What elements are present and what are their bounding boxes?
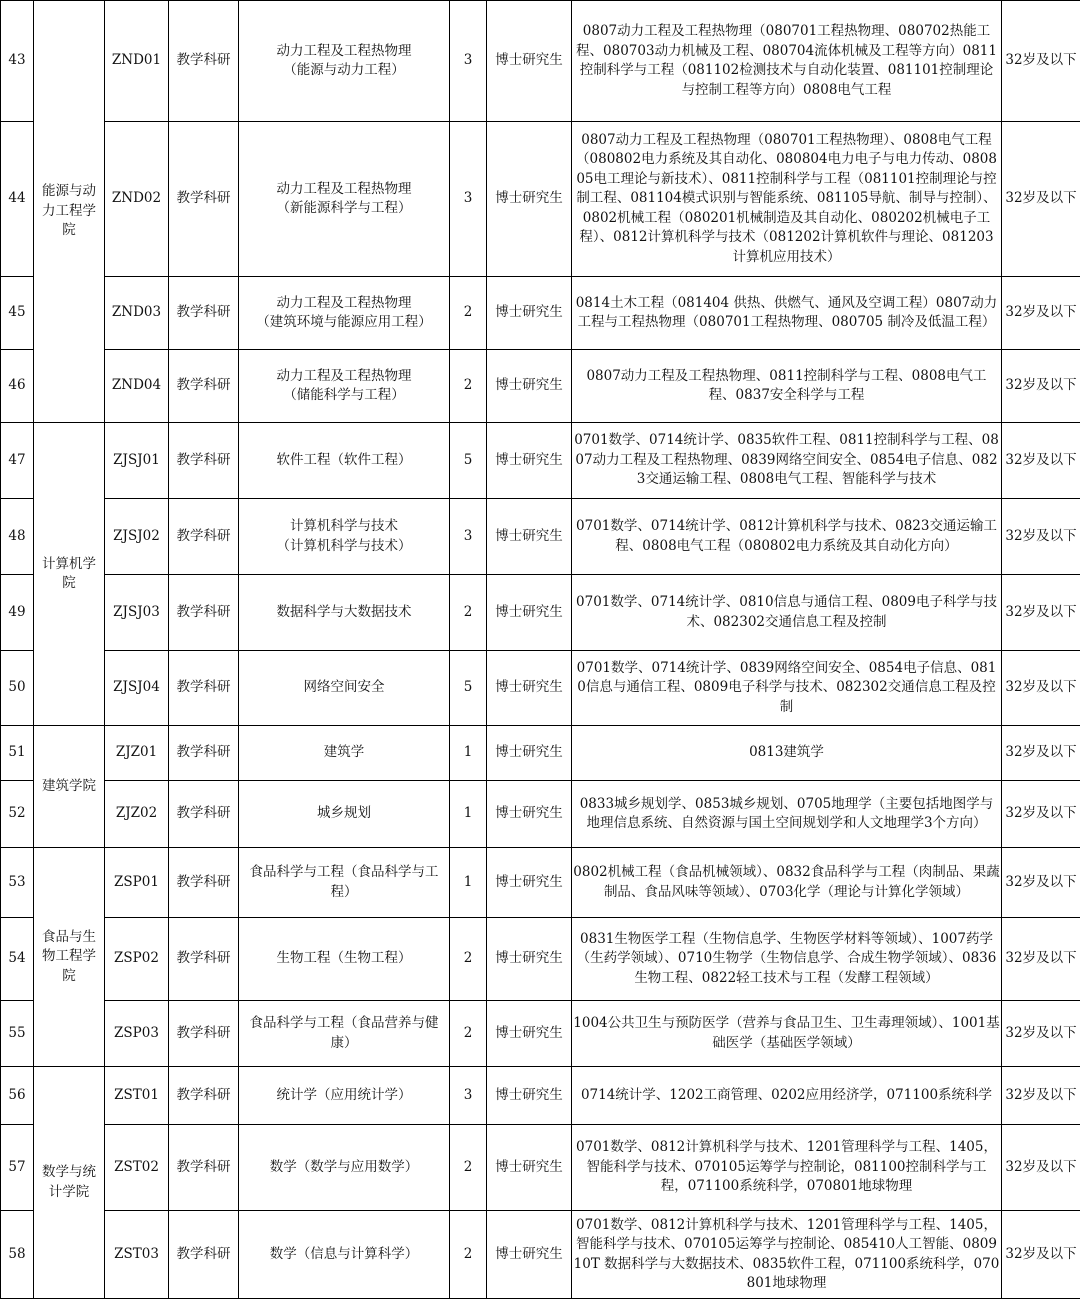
position-type: 教学科研 (169, 726, 239, 781)
major-requirement: 1004公共卫生与预防医学（营养与食品卫生、卫生毒理领域）、1001基础医学（基础医学领域） (572, 1001, 1002, 1067)
position-code: ZST03 (105, 1211, 169, 1299)
discipline-line: （建筑环境与能源应用工程） (256, 314, 432, 330)
position-type: 教学科研 (169, 781, 239, 848)
position-type: 教学科研 (169, 918, 239, 1001)
position-code: ZJZ02 (105, 781, 169, 848)
discipline-cell (239, 423, 450, 499)
discipline-line: 计算机科学与技术 (290, 518, 398, 534)
table-row (1, 575, 1080, 651)
major-requirement: 0701数学、0714统计学、0839网络空间安全、0854电子信息、0810信息与通信工程、0809电子科学与技术、082302交通信息工程及控制 (572, 651, 1002, 726)
position-type: 教学科研 (169, 1, 239, 122)
age-requirement: 32岁及以下 (1002, 1211, 1080, 1299)
position-type: 教学科研 (169, 1067, 239, 1125)
discipline-cell (239, 651, 450, 726)
position-type: 教学科研 (169, 277, 239, 350)
discipline-line: 动力工程及工程热物理 (277, 368, 412, 384)
position-type: 教学科研 (169, 122, 239, 277)
position-code: ZJZ01 (105, 726, 169, 781)
discipline-line: 动力工程及工程热物理 (277, 181, 412, 197)
education-requirement: 博士研究生 (487, 1067, 572, 1125)
position-code: ZND02 (105, 122, 169, 277)
position-type: 教学科研 (169, 651, 239, 726)
position-code: ZSP03 (105, 1001, 169, 1067)
education-requirement: 博士研究生 (487, 277, 572, 350)
position-code: ZJSJ04 (105, 651, 169, 726)
position-code: ZST01 (105, 1067, 169, 1125)
age-requirement: 32岁及以下 (1002, 350, 1080, 423)
discipline-line: 食品科学与工程（食品营养与健康） (250, 1015, 439, 1051)
major-requirement: 0701数学、0714统计学、0810信息与通信工程、0809电子科学与技术、082302交通信息工程及控制 (572, 575, 1002, 651)
education-requirement: 博士研究生 (487, 1, 572, 122)
headcount: 1 (450, 781, 487, 848)
position-type: 教学科研 (169, 848, 239, 918)
headcount: 3 (450, 1067, 487, 1125)
headcount: 3 (450, 122, 487, 277)
discipline-cell (239, 781, 450, 848)
college-cell: 能源与动力工程学院 (34, 1, 105, 423)
education-requirement: 博士研究生 (487, 423, 572, 499)
headcount: 2 (450, 1001, 487, 1067)
row-number: 51 (1, 726, 34, 781)
position-type: 教学科研 (169, 1125, 239, 1211)
position-code: ZSP01 (105, 848, 169, 918)
headcount: 3 (450, 499, 487, 575)
discipline-line: 数学（信息与计算科学） (270, 1246, 419, 1262)
major-requirement: 0813建筑学 (572, 726, 1002, 781)
row-number: 56 (1, 1067, 34, 1125)
major-requirement: 0807动力工程及工程热物理、0811控制科学与工程、0808电气工程、0837安全科学与工程 (572, 350, 1002, 423)
row-number: 43 (1, 1, 34, 122)
discipline-cell (239, 1001, 450, 1067)
education-requirement: 博士研究生 (487, 499, 572, 575)
position-type: 教学科研 (169, 1001, 239, 1067)
major-requirement: 0701数学、0812计算机科学与技术、1201管理科学与工程、1405，智能科学与技术、070105运筹学与控制论、085410人工智能、080910T 数据科学与大数据技术、0835软件工程，071100系统科学，070801地球物理 (572, 1211, 1002, 1299)
table-row (1, 499, 1080, 575)
education-requirement: 博士研究生 (487, 781, 572, 848)
headcount: 5 (450, 423, 487, 499)
age-requirement: 32岁及以下 (1002, 1067, 1080, 1125)
age-requirement: 32岁及以下 (1002, 781, 1080, 848)
major-requirement: 0802机械工程（食品机械领域）、0832食品科学与工程（肉制品、果蔬制品、食品风味等领域）、0703化学（理论与计算化学领域） (572, 848, 1002, 918)
position-code: ZJSJ01 (105, 423, 169, 499)
discipline-cell (239, 848, 450, 918)
discipline-cell (239, 1067, 450, 1125)
position-type: 教学科研 (169, 499, 239, 575)
position-type: 教学科研 (169, 1211, 239, 1299)
row-number: 47 (1, 423, 34, 499)
discipline-line: 食品科学与工程（食品科学与工程） (250, 864, 439, 900)
table-row (1, 781, 1080, 848)
age-requirement: 32岁及以下 (1002, 277, 1080, 350)
age-requirement: 32岁及以下 (1002, 651, 1080, 726)
education-requirement: 博士研究生 (487, 1211, 572, 1299)
table-row (1, 726, 1080, 781)
discipline-cell (239, 277, 450, 350)
row-number: 55 (1, 1001, 34, 1067)
college-cell: 建筑学院 (34, 726, 105, 848)
major-requirement: 0831生物医学工程（生物信息学、生物医学材料等领域）、1007药学（生药学领域）、0710生物学（生物信息学、合成生物学领域）、0836生物工程、0822轻工技术与工程（发酵工程领域） (572, 918, 1002, 1001)
headcount: 2 (450, 1125, 487, 1211)
row-number: 48 (1, 499, 34, 575)
discipline-line: 数据科学与大数据技术 (277, 604, 412, 620)
discipline-line: （储能科学与工程） (283, 387, 405, 403)
position-code: ZJSJ02 (105, 499, 169, 575)
discipline-line: 城乡规划 (317, 805, 371, 821)
major-requirement: 0807动力工程及工程热物理（080701工程热物理、080702热能工程、080703动力机械及工程、080704流体机械及工程等方向）0811控制科学与工程（081102检测技术与自动化装置、081101控制理论与控制工程等方向）0808电气工程 (572, 1, 1002, 122)
age-requirement: 32岁及以下 (1002, 848, 1080, 918)
row-number: 54 (1, 918, 34, 1001)
age-requirement: 32岁及以下 (1002, 1, 1080, 122)
discipline-line: 动力工程及工程热物理 (277, 295, 412, 311)
position-type: 教学科研 (169, 575, 239, 651)
headcount: 3 (450, 1, 487, 122)
discipline-line: 网络空间安全 (304, 679, 385, 695)
age-requirement: 32岁及以下 (1002, 499, 1080, 575)
table-row (1, 918, 1080, 1001)
position-code: ZND04 (105, 350, 169, 423)
position-type: 教学科研 (169, 423, 239, 499)
discipline-line: （能源与动力工程） (283, 62, 405, 78)
education-requirement: 博士研究生 (487, 122, 572, 277)
discipline-cell (239, 350, 450, 423)
education-requirement: 博士研究生 (487, 651, 572, 726)
position-code: ZSP02 (105, 918, 169, 1001)
education-requirement: 博士研究生 (487, 918, 572, 1001)
major-requirement: 0701数学、0812计算机科学与技术、1201管理科学与工程、1405，智能科学与技术、070105运筹学与控制论，081100控制科学与工程，071100系统科学，070801地球物理 (572, 1125, 1002, 1211)
college-cell: 数学与统计学院 (34, 1067, 105, 1299)
row-number: 49 (1, 575, 34, 651)
row-number: 45 (1, 277, 34, 350)
education-requirement: 博士研究生 (487, 575, 572, 651)
age-requirement: 32岁及以下 (1002, 575, 1080, 651)
table-row (1, 1, 1080, 122)
headcount: 1 (450, 848, 487, 918)
education-requirement: 博士研究生 (487, 848, 572, 918)
age-requirement: 32岁及以下 (1002, 918, 1080, 1001)
age-requirement: 32岁及以下 (1002, 726, 1080, 781)
headcount: 2 (450, 1211, 487, 1299)
age-requirement: 32岁及以下 (1002, 122, 1080, 277)
major-requirement: 0701数学、0714统计学、0835软件工程、0811控制科学与工程、0807动力工程及工程热物理、0839网络空间安全、0854电子信息、0823交通运输工程、0808电气工程、智能科学与技术 (572, 423, 1002, 499)
row-number: 46 (1, 350, 34, 423)
table-row (1, 651, 1080, 726)
table-row (1, 423, 1080, 499)
table-row (1, 848, 1080, 918)
college-cell: 计算机学院 (34, 423, 105, 726)
discipline-cell (239, 726, 450, 781)
position-code: ZJSJ03 (105, 575, 169, 651)
college-cell: 食品与生物工程学院 (34, 848, 105, 1067)
headcount: 2 (450, 350, 487, 423)
position-code: ZND03 (105, 277, 169, 350)
major-requirement: 0814土木工程（081404 供热、供燃气、通风及空调工程）0807动力工程与工程热物理（080701工程热物理、080705 制冷及低温工程） (572, 277, 1002, 350)
age-requirement: 32岁及以下 (1002, 1125, 1080, 1211)
row-number: 52 (1, 781, 34, 848)
position-code: ZST02 (105, 1125, 169, 1211)
age-requirement: 32岁及以下 (1002, 423, 1080, 499)
table-row (1, 1001, 1080, 1067)
table-row (1, 1125, 1080, 1211)
table-row (1, 277, 1080, 350)
education-requirement: 博士研究生 (487, 1125, 572, 1211)
major-requirement: 0701数学、0714统计学、0812计算机科学与技术、0823交通运输工程、0808电气工程（080802电力系统及其自动化方向） (572, 499, 1002, 575)
major-requirement: 0714统计学、1202工商管理、0202应用经济学，071100系统科学 (572, 1067, 1002, 1125)
education-requirement: 博士研究生 (487, 350, 572, 423)
age-requirement: 32岁及以下 (1002, 1001, 1080, 1067)
table-row (1, 122, 1080, 277)
discipline-line: 建筑学 (324, 744, 365, 760)
discipline-cell (239, 1, 450, 122)
discipline-line: 数学（数学与应用数学） (270, 1159, 419, 1175)
row-number: 57 (1, 1125, 34, 1211)
discipline-cell (239, 1211, 450, 1299)
row-number: 53 (1, 848, 34, 918)
discipline-line: 生物工程（生物工程） (277, 950, 412, 966)
headcount: 5 (450, 651, 487, 726)
headcount: 2 (450, 575, 487, 651)
row-number: 58 (1, 1211, 34, 1299)
discipline-cell (239, 575, 450, 651)
education-requirement: 博士研究生 (487, 726, 572, 781)
headcount: 2 (450, 277, 487, 350)
row-number: 50 (1, 651, 34, 726)
discipline-line: （计算机科学与技术） (277, 538, 412, 554)
discipline-line: 统计学（应用统计学） (277, 1087, 412, 1103)
discipline-cell (239, 499, 450, 575)
major-requirement: 0833城乡规划学、0853城乡规划、0705地理学（主要包括地图学与地理信息系统、自然资源与国土空间规划学和人文地理学3个方向） (572, 781, 1002, 848)
row-number: 44 (1, 122, 34, 277)
discipline-line: 动力工程及工程热物理 (277, 43, 412, 59)
table-row (1, 350, 1080, 423)
position-code: ZND01 (105, 1, 169, 122)
table-row (1, 1211, 1080, 1299)
discipline-cell (239, 918, 450, 1001)
position-type: 教学科研 (169, 350, 239, 423)
table-row (1, 1067, 1080, 1125)
discipline-line: 软件工程（软件工程） (277, 452, 412, 468)
discipline-line: （新能源科学与工程） (277, 200, 412, 216)
discipline-cell (239, 122, 450, 277)
headcount: 1 (450, 726, 487, 781)
major-requirement: 0807动力工程及工程热物理（080701工程热物理）、0808电气工程（080802电力系统及其自动化、080804电力电子与电力传动、080805电工理论与新技术）、0811控制科学与工程（081101控制理论与控制工程、081104模式识别与智能系统、081105导航、制导与控制）、0802机械工程（080201机械制造及其自动化、080202机械电子工程）、0812计算机科学与技术（081202计算机软件与理论、081203计算机应用技术） (572, 122, 1002, 277)
discipline-cell (239, 1125, 450, 1211)
headcount: 2 (450, 918, 487, 1001)
education-requirement: 博士研究生 (487, 1001, 572, 1067)
